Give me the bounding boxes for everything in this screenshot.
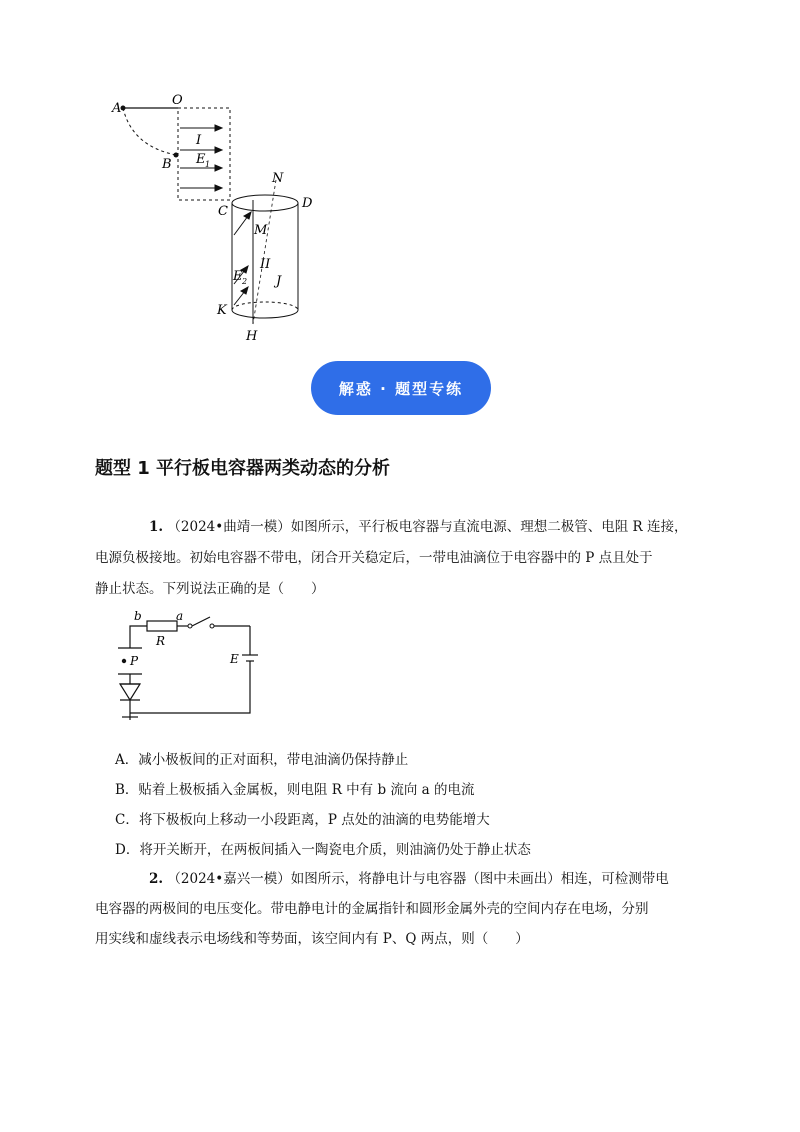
label-e2-sub: 2 — [242, 277, 248, 286]
oil-drop-p — [122, 659, 126, 663]
switch — [192, 617, 210, 626]
q1-option-a: A．减小极板间的正对面积，带电油滴仍保持静止 — [115, 752, 409, 768]
cylinder-bottom-back — [232, 302, 298, 310]
section-heading: 题型 1 平行板电容器两类动态的分析 — [95, 458, 391, 479]
label-n: N — [272, 171, 284, 186]
field-cylinder-diagram — [110, 88, 330, 348]
label-e1: E — [196, 152, 206, 167]
q2-number: 2. — [149, 871, 164, 887]
label-e2: E — [233, 269, 243, 284]
q1-line1 — [95, 512, 720, 542]
q1-line2: 电源负极接地。初始电容器不带电，闭合开关稳定后，一带电油滴位于电容器中的 P 点且处于 — [95, 550, 653, 566]
field-e2-arrows — [234, 212, 251, 305]
label-b: B — [162, 157, 172, 172]
label-e: E — [230, 652, 239, 666]
label-c: C — [218, 204, 228, 219]
label-b-node: b — [134, 609, 142, 623]
q2-line1 — [95, 864, 720, 894]
q1-line3: 静止状态。下列说法正确的是（ ） — [95, 581, 325, 597]
q1-text-1: （2024•曲靖一模）如图所示，平行板电容器与直流电源、理想二极管、电阻 R 连接， — [167, 519, 688, 535]
label-j: J — [276, 274, 282, 289]
label-region-2: II — [260, 257, 271, 272]
label-e1-sub: 1 — [205, 160, 211, 169]
cylinder-top — [232, 195, 298, 211]
capacitor-circuit-diagram — [112, 608, 272, 720]
q2-line3: 用实线和虚线表示电场线和等势面，该空间内有 P、Q 两点，则（ ） — [95, 931, 529, 947]
q1-option-b: B．贴着上极板插入金属板，则电阻 R 中有 b 流向 a 的电流 — [115, 782, 475, 798]
label-k: K — [217, 303, 227, 318]
label-o: O — [172, 93, 183, 108]
label-a: A — [112, 101, 122, 116]
label-d: D — [302, 196, 313, 211]
cylinder-bottom-front — [232, 310, 298, 318]
diode — [120, 684, 140, 700]
practice-banner: 解惑 · 题型专练 — [311, 361, 491, 415]
q2-text-1: （2024•嘉兴一模）如图所示，将静电计与电容器（图中未画出）相连，可检测带电 — [167, 871, 669, 887]
label-r: R — [156, 634, 166, 648]
resistor-r — [147, 621, 177, 631]
label-a-node: a — [176, 609, 184, 623]
label-h: H — [246, 329, 258, 344]
q1-number: 1. — [149, 519, 164, 535]
arc-ab — [123, 108, 176, 155]
q1-option-d: D．将开关断开，在两板间插入一陶瓷电介质，则油滴仍处于静止状态 — [115, 842, 531, 858]
label-m: M — [254, 223, 268, 238]
label-region-1: I — [196, 133, 202, 148]
label-p: P — [130, 654, 139, 668]
q1-option-c: C．将下极板向上移动一小段距离，P 点处的油滴的电势能增大 — [115, 812, 490, 828]
q2-line2: 电容器的两极间的电压变化。带电静电计的金属指针和圆形金属外壳的空间内存在电场，分别 — [95, 901, 649, 917]
